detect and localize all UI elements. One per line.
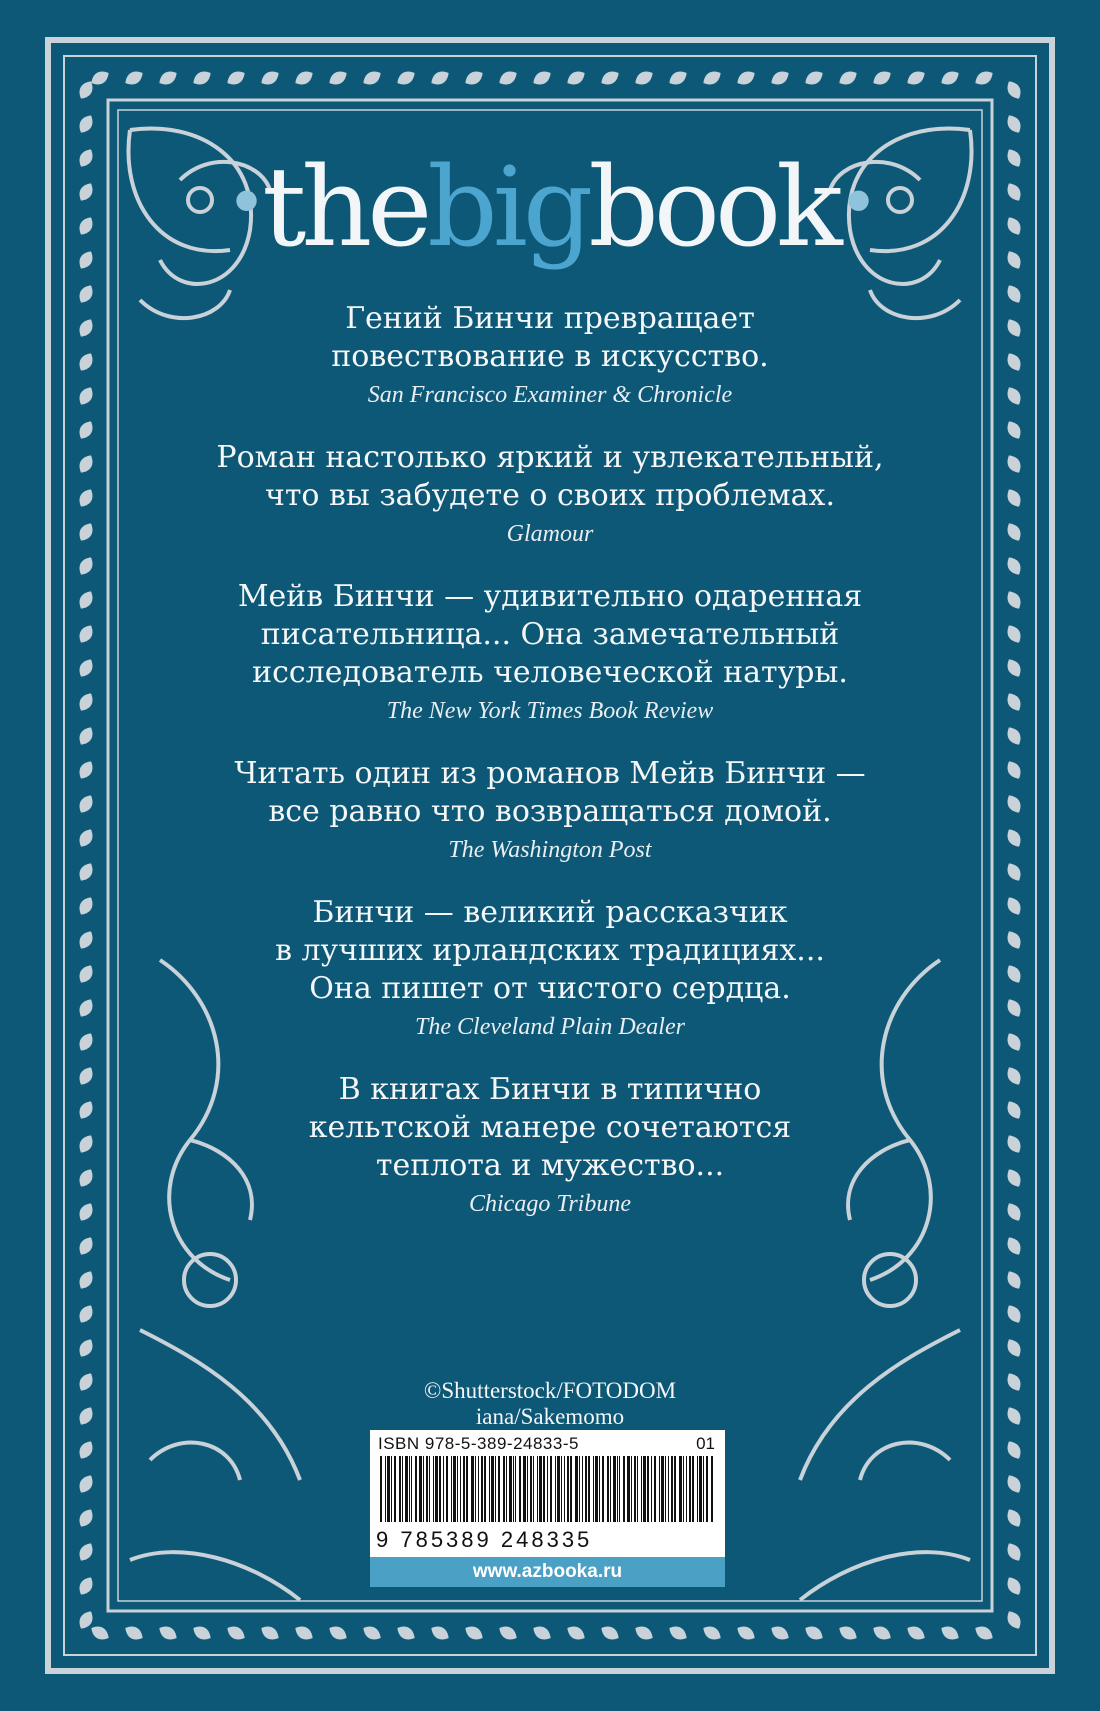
border-leaf [76,112,96,135]
barcode-bar [659,1456,660,1522]
barcode-bar [665,1456,666,1522]
barcode-bar [509,1456,512,1522]
barcode-bar [623,1456,625,1522]
border-leaf [904,1623,927,1643]
quote-text: Роман настолько яркий и увлекательный, что вы забудете о своих проблемах. [216,440,884,513]
border-leaf [292,68,315,88]
border-leaf [122,1623,145,1643]
barcode-bar [711,1456,713,1522]
barcode-bar [686,1456,687,1522]
barcode-bar [661,1456,664,1522]
quote-source: The New York Times Book Review [386,698,714,724]
barcode-bar [593,1456,594,1522]
barcode-bar [564,1456,565,1522]
review-quote [0,755,1100,864]
border-leaf [326,1623,349,1643]
barcode-bar [654,1456,656,1522]
quote-text: Читать один из романов Мейв Бинчи — все равно что возвращаться домой. [234,756,866,829]
barcode-bar [550,1456,552,1522]
border-leaf [76,1336,96,1359]
barcode-bar [475,1456,476,1522]
barcode-bar [555,1456,556,1522]
border-leaf [1004,112,1024,135]
barcode-bar [523,1456,526,1522]
border-leaf [76,1438,96,1461]
review-quotes [0,300,1100,1248]
barcode-bar [706,1456,708,1522]
barcode-bar [385,1456,386,1522]
border-leaf [156,1623,179,1643]
barcode-bar [557,1456,560,1522]
border-leaf [530,1623,553,1643]
barcode-panel [370,1430,725,1557]
barcode-bar [699,1456,702,1522]
barcode-bar [481,1456,483,1522]
logo-word-big: big [427,143,589,271]
border-leaf [360,68,383,88]
border-leaf [1004,1438,1024,1461]
border-leaf [836,68,859,88]
barcode-bar [519,1456,521,1522]
barcode-bar [579,1456,580,1522]
barcode-bar [484,1456,486,1522]
barcode-bar [692,1456,694,1522]
barcode-bar [495,1456,496,1522]
barcode-bar [651,1456,652,1522]
border-leaf [1004,1608,1024,1631]
barcode-bar [498,1456,500,1522]
border-leaf [700,68,723,88]
isbn-addon: 01 [696,1434,715,1453]
barcode-bar [435,1456,438,1522]
barcode-bar [394,1456,396,1522]
publisher-website: www.azbooka.ru [370,1557,725,1587]
border-leaf [1004,1540,1024,1563]
review-quote [0,439,1100,548]
barcode-bar [527,1456,528,1522]
barcode-bar [411,1456,412,1522]
barcode-bar [391,1456,392,1522]
border-leaf [734,1623,757,1643]
barcode-bar [471,1456,474,1522]
border-leaf [428,1623,451,1643]
border-leaf [598,1623,621,1643]
barcode-bar [595,1456,598,1522]
the-big-book-logo [0,143,1100,271]
barcode-bar [703,1456,704,1522]
barcode-bar [443,1456,444,1522]
barcode-bar [433,1456,434,1522]
border-leaf [938,1623,961,1643]
barcode-bar [607,1456,609,1522]
border-leaf [1004,1302,1024,1325]
barcode-bar [631,1456,632,1522]
barcode-bar [561,1456,562,1522]
border-leaf [76,1268,96,1291]
barcode-bar [457,1456,458,1522]
border-leaf [190,68,213,88]
border-leaf [666,1623,689,1643]
border-leaf [564,1623,587,1643]
barcode-bar [402,1456,403,1522]
barcode-bar [446,1456,448,1522]
border-leaf [76,1574,96,1597]
border-leaf [462,1623,485,1643]
border-leaf [122,68,145,88]
logo-dot-right: • [837,162,875,244]
barcode-bar [478,1456,479,1522]
quote-text: Мейв Бинчи — удивительно одаренная писательница... Она замечательный исследователь человеческой натуры. [237,579,863,690]
logo-word-book: book [588,143,838,271]
barcode-bar [415,1456,417,1522]
barcode-bar [567,1456,569,1522]
barcode-bar [466,1456,468,1522]
barcode-bar [419,1456,422,1522]
barcode-bar [647,1456,649,1522]
border-leaf [564,68,587,88]
barcode-bar [617,1456,618,1522]
barcode-bar [643,1456,646,1522]
barcode-bars [378,1456,717,1522]
barcode-bar [539,1456,542,1522]
border-leaf [190,1623,213,1643]
image-credit [0,1378,1100,1430]
barcode-bar [582,1456,583,1522]
barcode-bar [610,1456,611,1522]
logo-word-the: the [262,143,428,271]
barcode-bar [429,1456,430,1522]
quote-source: The Cleveland Plain Dealer [415,1014,685,1040]
barcode-bar [679,1456,682,1522]
border-leaf [904,68,927,88]
review-quote [0,1071,1100,1218]
border-leaf [428,68,451,88]
barcode-bar [503,1456,505,1522]
barcode-bar [463,1456,465,1522]
border-leaf [156,68,179,88]
barcode-bar [409,1456,410,1522]
barcode-bar [439,1456,441,1522]
barcode-bar [451,1456,452,1522]
barcode-bar [585,1456,587,1522]
border-leaf [88,1623,111,1643]
border-leaf [1004,78,1024,101]
border-leaf [768,68,791,88]
barcode-bar [575,1456,578,1522]
border-leaf [1004,1472,1024,1495]
quote-source: San Francisco Examiner & Chronicle [367,382,733,408]
border-leaf [768,1623,791,1643]
barcode-bar [613,1456,616,1522]
barcode-bar [641,1456,642,1522]
barcode-bar [619,1456,620,1522]
border-leaf [258,1623,281,1643]
barcode-bar [671,1456,673,1522]
border-leaf [938,68,961,88]
barcode-bar [405,1456,408,1522]
border-leaf [836,1623,859,1643]
quote-source: Chicago Tribune [468,1191,631,1217]
border-leaf [870,68,893,88]
border-leaf [76,1302,96,1325]
barcode-bar [599,1456,600,1522]
border-leaf [76,1540,96,1563]
border-leaf [224,68,247,88]
border-leaf [326,68,349,88]
credit-line-1: ©Shutterstock/FOTODOM [423,1378,677,1403]
barcode-bar [547,1456,548,1522]
border-leaf [1004,1506,1024,1529]
border-leaf [360,1623,383,1643]
barcode-bar [637,1456,638,1522]
barcode-bar [491,1456,494,1522]
border-leaf [802,1623,825,1643]
barcode-bar [515,1456,516,1522]
barcode-bar [634,1456,636,1522]
border-leaf [598,68,621,88]
barcode-bar [513,1456,514,1522]
border-leaf [1004,1336,1024,1359]
barcode-bar [506,1456,507,1522]
border-leaf [496,68,519,88]
review-quote [0,300,1100,409]
border-leaf [496,1623,519,1643]
border-leaf [258,68,281,88]
border-leaf [530,68,553,88]
quote-source: The Washington Post [448,837,652,863]
review-quote [0,894,1100,1041]
barcode-bar [380,1456,382,1522]
border-leaf [972,68,995,88]
barcode-bar [489,1456,490,1522]
quote-source: Glamour [506,521,594,547]
barcode-bar [689,1456,691,1522]
border-leaf [462,68,485,88]
barcode-bar [543,1456,545,1522]
border-leaf [1004,1268,1024,1291]
quote-text: В книгах Бинчи в типично кельтской манере сочетаются теплота и мужество... [308,1072,792,1183]
barcode-bar [668,1456,669,1522]
barcode-bar [533,1456,534,1522]
border-leaf [700,1623,723,1643]
barcode-bar [537,1456,538,1522]
quote-text: Гений Бинчи превращает повествование в искусство. [331,301,769,374]
credit-line-2: iana/Sakemomo [475,1404,625,1429]
barcode-bar [588,1456,590,1522]
border-leaf [734,68,757,88]
barcode-digits: 9 785389 248335 [376,1527,593,1552]
border-leaf [972,1623,995,1643]
barcode-bar [627,1456,630,1522]
barcode-bar [399,1456,401,1522]
quote-text: Бинчи — великий рассказчик в лучших ирландских традициях... Она пишет от чистого сердца. [275,895,825,1006]
barcode-bar [423,1456,424,1522]
border-leaf [632,1623,655,1643]
barcode-bar [602,1456,604,1522]
barcode-bar [697,1456,698,1522]
barcode-bar [674,1456,676,1522]
border-leaf [394,68,417,88]
border-leaf [76,1472,96,1495]
border-leaf [292,1623,315,1643]
review-quote [0,578,1100,725]
barcode-bar [426,1456,428,1522]
barcode-bar [530,1456,532,1522]
border-leaf [632,68,655,88]
border-leaf [1004,1574,1024,1597]
border-leaf [76,1506,96,1529]
isbn-label: ISBN 978-5-389-24833-5 [378,1434,579,1453]
barcode-bar [460,1456,461,1522]
barcode-bar [387,1456,390,1522]
barcode-bar [570,1456,572,1522]
barcode-bar [683,1456,684,1522]
border-leaf [394,1623,417,1643]
border-leaf [802,68,825,88]
border-leaf [224,1623,247,1643]
border-leaf [870,1623,893,1643]
logo-dot-left: • [225,162,263,244]
barcode-bar [453,1456,456,1522]
border-leaf [666,68,689,88]
